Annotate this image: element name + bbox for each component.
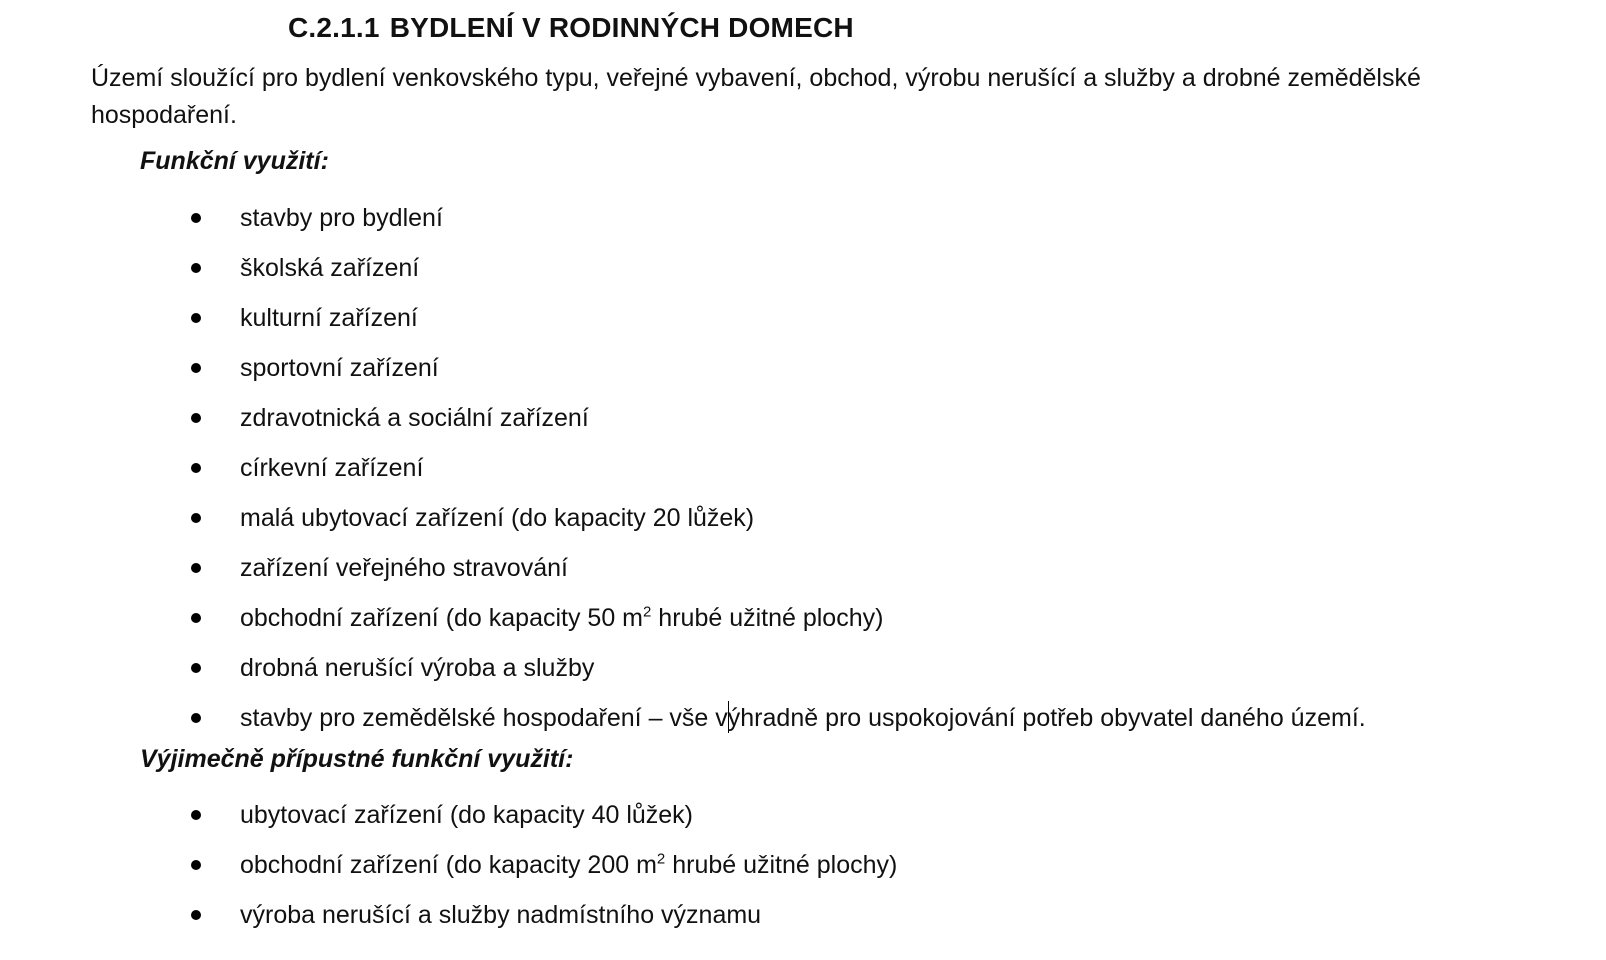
section-heading xyxy=(288,12,854,44)
bullet-icon xyxy=(191,713,201,723)
list-item-text-part: obchodní zařízení (do kapacity 50 m xyxy=(240,604,644,632)
bullet-icon xyxy=(191,613,201,623)
superscript: 2 xyxy=(656,850,666,868)
bullet-icon xyxy=(191,910,201,920)
list-item-text-part: hrubé užitné plochy) xyxy=(665,851,898,879)
bullet-icon xyxy=(191,810,201,820)
list-item-text xyxy=(240,593,883,643)
section-number: C.2.1.1 xyxy=(288,12,380,43)
bullet-icon xyxy=(191,313,201,323)
exceptional-use-heading: Výjimečně přípustné funkční využití: xyxy=(140,745,574,773)
list-item-text-part: hrubé užitné plochy) xyxy=(651,604,884,632)
section-title: BYDLENÍ V RODINNÝCH DOMECH xyxy=(389,12,854,43)
intro-line-1: Území sloužící pro bydlení venkovského typu, veřejné vybavení, obchod, výrobu nerušící a služby a drobné zemědělské xyxy=(91,64,1421,92)
bullet-icon xyxy=(191,463,201,473)
bullet-icon xyxy=(191,213,201,223)
bullet-icon xyxy=(191,513,201,523)
bullet-icon xyxy=(191,663,201,673)
list-item-text: výroba nerušící a služby nadmístního významu xyxy=(240,901,762,929)
list-item-text: malá ubytovací zařízení (do kapacity 20 lůžek) xyxy=(240,504,755,532)
list-item-text-part: ýhradně pro uspokojování potřeb obyvatel daného území. xyxy=(727,704,1366,732)
functional-use-heading: Funkční využití: xyxy=(140,147,329,175)
list-item-text: stavby pro bydlení xyxy=(240,204,443,232)
list-item-text: zařízení veřejného stravování xyxy=(240,554,568,582)
list-item-text-part: obchodní zařízení (do kapacity 200 m xyxy=(240,851,657,879)
list-item-text[interactable] xyxy=(240,693,1366,743)
bullet-icon xyxy=(191,413,201,423)
superscript: 2 xyxy=(643,603,652,621)
bullet-icon xyxy=(191,363,201,373)
intro-paragraph xyxy=(91,60,1571,134)
bullet-icon xyxy=(191,860,201,870)
list-item-text: zdravotnická a sociální zařízení xyxy=(240,404,589,432)
list-item-text: drobná nerušící výroba a služby xyxy=(240,654,595,682)
bullet-icon xyxy=(191,563,201,573)
bullet-icon xyxy=(191,263,201,273)
intro-line-2: hospodaření. xyxy=(91,101,237,129)
list-item-text: ubytovací zařízení (do kapacity 40 lůžek) xyxy=(240,801,694,829)
list-item-text: církevní zařízení xyxy=(240,454,424,482)
list-item-text: sportovní zařízení xyxy=(240,354,439,382)
list-item-text xyxy=(240,840,897,890)
list-item-text-part: stavby pro zemědělské hospodaření – vše v xyxy=(240,704,728,732)
list-item-text: kulturní zařízení xyxy=(240,304,418,332)
list-item-text: školská zařízení xyxy=(240,254,420,282)
